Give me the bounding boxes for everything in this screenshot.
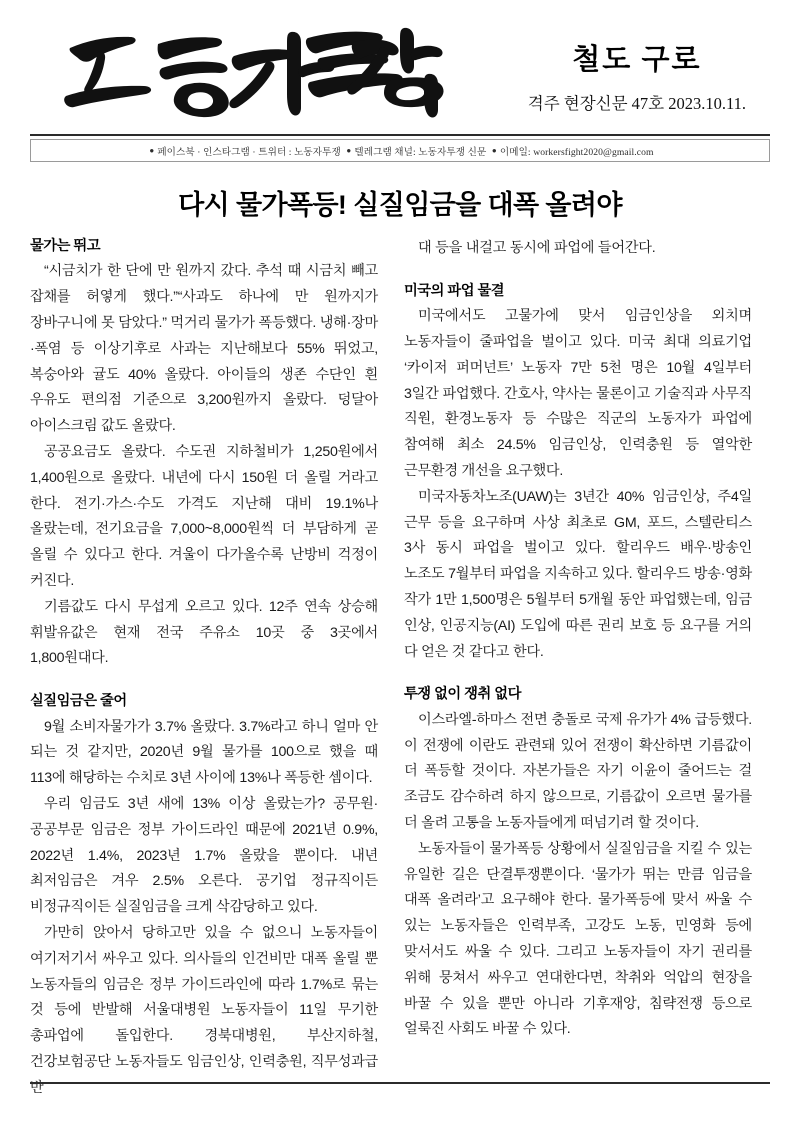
edition-title: 철도 구로: [572, 43, 702, 76]
email-address: 이메일: workersfight2020@gmail.com: [499, 146, 654, 158]
page-title: 다시 물가폭등! 실질임금을 대폭 올려야: [178, 190, 622, 220]
footer-divider: [30, 1082, 770, 1084]
body-paragraph: 가만히 앉아서 당하고만 있을 수 없으니 노동자들이 여기저기서 싸우고 있다. 의사들의 인건비만 대폭 올릴 뿐 노동자들의 임금은 정부 가이드라인에 따라 1.7%로 묶는 것 등에 반발해 서울대병원 노동자들이 11일 무기한 총파업에 돌입한다. 경북대병원, 부산지하철, 건강보험공단 노동자들도 임금인상, 인력충원, 직무성과급 반: [30, 925, 378, 1096]
body-paragraph: 공공요금도 올랐다. 수도권 지하철비가 1,250원에서 1,400원으로 올랐다. 내년에 다시 150원 더 올릴 거라고 한다. 전기·가스·수도 가격도 지난해 대비 19.1%나 올랐는데, 전기요금을 7,000~8,000원씩 더 부담하게 곧 올릴 수 있다고 한다. 겨울이 다가올수록 난방비 걱정이 커진다.: [30, 444, 378, 589]
brush-calligraphy-logo: [58, 14, 448, 118]
body-paragraph: 기름값도 다시 무섭게 오르고 있다. 12주 연속 상승해 휘발유값은 현재 전국 주유소 10곳 중 3곳에서 1,800원대다.: [30, 598, 378, 667]
issue-line: 격주 현장신문 47호 2023.10.11.: [527, 94, 746, 113]
left-column: [30, 236, 378, 1096]
logo-artwork: [58, 14, 448, 118]
contact-line: [146, 144, 653, 158]
social-accounts: 페이스북 · 인스타그램 · 트위터 : 노동자투쟁: [157, 146, 341, 158]
body-paragraph: “시금치가 한 단에 만 원까지 갔다. 추석 때 시금치 빼고 잡채를 허옇게 했다.”“사과도 하나에 만 원까지가 장바구니에 못 담았다.” 먹거리 물가가 폭등했다. 냉해·장마·폭염 등 이상기후로 사과는 지난해보다 55% 뛰었고, 복숭아와 귤도 40% 올랐다. 아이들의 생존 수단인 흰 우유도 편의점 기준으로 3,200원까지 올랐다. 덩달아 아이스크림 값도 올랐다.: [30, 263, 378, 435]
body-paragraph: 대 등을 내걸고 동시에 파업에 들어간다.: [418, 240, 656, 256]
contact-bar: [30, 139, 770, 162]
body-paragraph: 노동자들이 물가폭등 상황에서 실질임금을 지킬 수 있는 유일한 길은 단결투쟁뿐이다. ‘물가가 뛰는 만큼 임금을 대폭 올려라’고 요구해야 한다. 물가폭등에 맞서 싸울 수 있는 노동자들은 인력부족, 고강도 노동, 민영화 등에 맞서서도 싸울 수 있다. 그리고 노동자들이 자기 권리를 위해 뭉쳐서 싸우고 연대한다면, 착취와 억압의 현장을 바꿀 수 있을 뿐만 아니라 기후재앙, 침략전쟁 등으로 얼룩진 사회도 바꿀 수 있다.: [404, 840, 752, 1038]
body-paragraph: 미국자동차노조(UAW)는 3년간 40% 임금인상, 주4일 근무 등을 요구하며 사상 최초로 GM, 포드, 스텔란티스 3사 동시 파업을 벌이고 있다. 할리우드 배우·방송인 노조도 7월부터 파업을 지속하고 있다. 할리우드 방송·영화 작가 1만 1,500명은 5월부터 5개월 동안 파업했는데, 임금 인상, 인공지능(AI) 도입에 따른 권리 보호 등 요구를 거의 다 얻은 것 같다고 한다.: [404, 488, 752, 660]
body-paragraph: 미국에서도 고물가에 맞서 임금인상을 외치며 노동자들이 줄파업을 벌이고 있다. 미국 최대 의료기업 ‘카이저 퍼머넌트’ 노동자 7만 5천 명은 10월 4일부터 3일간 파업했다. 간호사, 약사는 물론이고 기술직과 사무직 직원, 환경노동자 등 수많은 직군의 노동자가 파업에 참여해 최소 24.5% 임금인상, 인력충원 등 열악한 근무환경 개선을 요구했다.: [404, 308, 752, 480]
body-paragraph: 이스라엘-하마스 전면 충돌로 국제 유가가 4% 급등했다. 이 전쟁에 이란도 관련돼 있어 전쟁이 확산하면 기름값이 더 폭등할 것이다. 자본가들은 자기 이윤이 줄어드는 걸 조금도 감수하려 하지 않으므로, 기름값이 오르면 물가를 더 올려 고통을 노동자들에게 떠넘기려 할 것이다.: [404, 711, 752, 832]
telegram-channel: 텔레그램 채널: 노동자투쟁 신문: [354, 146, 487, 158]
bullet-icon: ●: [346, 145, 352, 155]
section-subheading: 물가는 뛰고: [30, 238, 101, 254]
bullet-icon: ●: [149, 145, 155, 155]
section-subheading: 실질임금은 줄어: [30, 693, 127, 710]
masthead: [30, 0, 770, 118]
article-body: [30, 236, 770, 1096]
right-column: [404, 236, 752, 1058]
section-subheading: 미국의 파업 물결: [404, 282, 505, 299]
edition-info: [528, 44, 770, 118]
body-paragraph: 우리 임금도 3년 새에 13% 이상 올랐는가? 공무원·공공부문 임금은 정부 가이드라인 때문에 2021년 0.9%, 2022년 1.4%, 2023년 1.7% 올랐을 뿐이다. 내년 최저임금은 겨우 2.5% 오른다. 공기업 정규직이든 비정규직이든 실질임금을 크게 삭감당하고 있다.: [30, 796, 378, 916]
masthead-divider: [30, 134, 770, 136]
body-paragraph: 9월 소비자물가가 3.7% 올랐다. 3.7%라고 하니 얼마 안 되는 것 같지만, 2020년 9월 물가를 100으로 했을 때 113에 해당하는 수치로 3년 사이에 13%나 폭등한 셈이다.: [30, 718, 378, 787]
section-subheading: 투쟁 없이 쟁취 없다: [404, 686, 521, 703]
bullet-icon: ●: [491, 145, 497, 155]
